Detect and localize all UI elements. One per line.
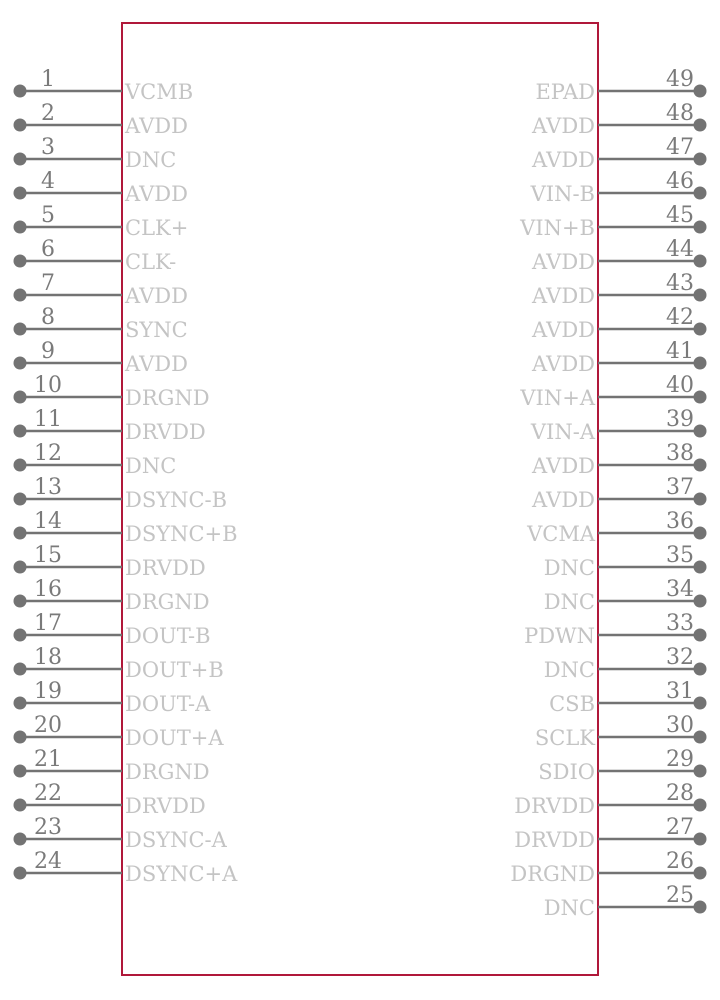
pin-name: DRGND bbox=[125, 386, 210, 410]
pin-terminal bbox=[14, 697, 27, 710]
pin-number: 47 bbox=[666, 135, 694, 160]
pin-number: 46 bbox=[666, 169, 694, 194]
pin-name: AVDD bbox=[532, 454, 595, 478]
pin-terminal bbox=[694, 391, 707, 404]
pin-terminal bbox=[694, 697, 707, 710]
pin-terminal bbox=[694, 357, 707, 370]
pin-number: 1 bbox=[41, 67, 55, 92]
pin-name: DNC bbox=[543, 556, 595, 580]
pin-name: CSB bbox=[549, 692, 595, 716]
pin-number: 42 bbox=[666, 305, 694, 330]
pin-terminal bbox=[694, 119, 707, 132]
pin-terminal bbox=[694, 765, 707, 778]
pin-name: DRGND bbox=[125, 760, 210, 784]
pin-name: EPAD bbox=[535, 80, 595, 104]
pin-number: 16 bbox=[34, 577, 62, 602]
pin-number: 5 bbox=[41, 203, 55, 228]
pin-number: 31 bbox=[666, 679, 694, 704]
pin-terminal bbox=[694, 561, 707, 574]
pin-name: DRVDD bbox=[514, 794, 595, 818]
pin-number: 34 bbox=[666, 577, 694, 602]
pin-terminal bbox=[694, 459, 707, 472]
pin-name: VIN-A bbox=[530, 420, 595, 444]
pin-name: DRVDD bbox=[125, 556, 206, 580]
pin-number: 45 bbox=[666, 203, 694, 228]
pin-name: VIN-B bbox=[530, 182, 595, 206]
pin-terminal bbox=[694, 153, 707, 166]
pin-name: AVDD bbox=[125, 284, 188, 308]
pin-number: 35 bbox=[666, 543, 694, 568]
pin-name: CLK- bbox=[125, 250, 177, 274]
pin-name: PDWN bbox=[524, 624, 595, 648]
pin-terminal bbox=[14, 289, 27, 302]
pin-terminal bbox=[14, 799, 27, 812]
pin-number: 27 bbox=[666, 815, 694, 840]
pin-number: 11 bbox=[34, 407, 62, 432]
pin-number: 43 bbox=[666, 271, 694, 296]
pin-name: DSYNC+B bbox=[125, 522, 238, 546]
pin-terminal bbox=[694, 833, 707, 846]
pin-terminal bbox=[14, 221, 27, 234]
pin-number: 4 bbox=[41, 169, 55, 194]
pin-number: 13 bbox=[34, 475, 62, 500]
pin-terminal bbox=[14, 357, 27, 370]
pin-number: 14 bbox=[34, 509, 62, 534]
pin-name: DNC bbox=[543, 658, 595, 682]
pin-name: DOUT+A bbox=[125, 726, 224, 750]
pin-number: 40 bbox=[666, 373, 694, 398]
pin-name: DOUT-A bbox=[125, 692, 211, 716]
pin-number: 48 bbox=[666, 101, 694, 126]
pin-number: 30 bbox=[666, 713, 694, 738]
pin-terminal bbox=[694, 187, 707, 200]
pin-terminal bbox=[14, 391, 27, 404]
pin-name: AVDD bbox=[532, 352, 595, 376]
pin-number: 2 bbox=[41, 101, 55, 126]
pin-name: DRGND bbox=[125, 590, 210, 614]
pin-name: DOUT+B bbox=[125, 658, 224, 682]
pin-terminal bbox=[694, 493, 707, 506]
pin-name: SDIO bbox=[538, 760, 595, 784]
pin-name: AVDD bbox=[532, 318, 595, 342]
pin-terminal bbox=[694, 901, 707, 914]
pin-terminal bbox=[694, 425, 707, 438]
pin-name: DNC bbox=[125, 148, 177, 172]
pin-terminal bbox=[14, 867, 27, 880]
pin-terminal bbox=[14, 765, 27, 778]
pin-number: 6 bbox=[41, 237, 55, 262]
pin-name: DNC bbox=[543, 896, 595, 920]
pin-name: DSYNC-B bbox=[125, 488, 228, 512]
pin-terminal bbox=[694, 527, 707, 540]
pin-number: 12 bbox=[34, 441, 62, 466]
pin-name: VCMA bbox=[527, 522, 595, 546]
pin-number: 49 bbox=[666, 67, 694, 92]
pin-terminal bbox=[14, 85, 27, 98]
pin-terminal bbox=[694, 221, 707, 234]
pin-terminal bbox=[694, 255, 707, 268]
pin-terminal bbox=[694, 85, 707, 98]
pin-terminal bbox=[694, 323, 707, 336]
pin-name: DNC bbox=[543, 590, 595, 614]
pin-terminal bbox=[694, 629, 707, 642]
pin-name: AVDD bbox=[125, 114, 188, 138]
pin-number: 8 bbox=[41, 305, 55, 330]
pin-name: DRVDD bbox=[125, 420, 206, 444]
pin-terminal bbox=[14, 833, 27, 846]
pin-name: AVDD bbox=[532, 114, 595, 138]
pin-terminal bbox=[14, 527, 27, 540]
pin-terminal bbox=[14, 323, 27, 336]
pin-terminal bbox=[694, 867, 707, 880]
pin-terminal bbox=[694, 663, 707, 676]
pin-name: DNC bbox=[125, 454, 177, 478]
pin-number: 20 bbox=[34, 713, 62, 738]
pin-terminal bbox=[14, 493, 27, 506]
pin-terminal bbox=[14, 459, 27, 472]
pin-number: 15 bbox=[34, 543, 62, 568]
pin-number: 19 bbox=[34, 679, 62, 704]
pin-name: AVDD bbox=[125, 182, 188, 206]
pin-number: 3 bbox=[41, 135, 55, 160]
pin-name: DSYNC+A bbox=[125, 862, 238, 886]
pin-number: 36 bbox=[666, 509, 694, 534]
pin-number: 7 bbox=[41, 271, 55, 296]
pin-number: 18 bbox=[34, 645, 62, 670]
pin-terminal bbox=[14, 425, 27, 438]
pin-terminal bbox=[694, 289, 707, 302]
pin-number: 28 bbox=[666, 781, 694, 806]
pin-name: AVDD bbox=[125, 352, 188, 376]
pin-terminal bbox=[14, 153, 27, 166]
pin-terminal bbox=[694, 595, 707, 608]
pin-terminal bbox=[14, 561, 27, 574]
pin-number: 37 bbox=[666, 475, 694, 500]
pin-number: 23 bbox=[34, 815, 62, 840]
pin-terminal bbox=[14, 731, 27, 744]
pin-number: 9 bbox=[41, 339, 55, 364]
pin-name: DRGND bbox=[510, 862, 595, 886]
pin-name: DSYNC-A bbox=[125, 828, 227, 852]
pin-name: SCLK bbox=[534, 726, 595, 750]
pin-number: 17 bbox=[34, 611, 62, 636]
pin-terminal bbox=[14, 187, 27, 200]
pin-name: DRVDD bbox=[514, 828, 595, 852]
pin-name: DOUT-B bbox=[125, 624, 211, 648]
pin-number: 39 bbox=[666, 407, 694, 432]
pin-terminal bbox=[694, 731, 707, 744]
pin-name: VCMB bbox=[125, 80, 194, 104]
pin-number: 22 bbox=[34, 781, 62, 806]
pin-number: 25 bbox=[666, 883, 694, 908]
pin-number: 44 bbox=[666, 237, 694, 262]
pin-number: 10 bbox=[34, 373, 62, 398]
pin-name: AVDD bbox=[532, 148, 595, 172]
pin-name: CLK+ bbox=[125, 216, 189, 240]
pin-number: 41 bbox=[666, 339, 694, 364]
pin-name: SYNC bbox=[125, 318, 188, 342]
pin-name: AVDD bbox=[532, 284, 595, 308]
pin-terminal bbox=[14, 255, 27, 268]
pin-terminal bbox=[14, 595, 27, 608]
pin-name: VIN+A bbox=[520, 386, 595, 410]
pin-number: 29 bbox=[666, 747, 694, 772]
pin-number: 21 bbox=[34, 747, 62, 772]
pin-number: 32 bbox=[666, 645, 694, 670]
pin-number: 24 bbox=[34, 849, 62, 874]
pin-terminal bbox=[14, 119, 27, 132]
pin-number: 38 bbox=[666, 441, 694, 466]
pin-terminal bbox=[694, 799, 707, 812]
pin-number: 26 bbox=[666, 849, 694, 874]
pin-terminal bbox=[14, 629, 27, 642]
pin-name: DRVDD bbox=[125, 794, 206, 818]
pin-name: AVDD bbox=[532, 250, 595, 274]
pin-number: 33 bbox=[666, 611, 694, 636]
pin-name: AVDD bbox=[532, 488, 595, 512]
pin-terminal bbox=[14, 663, 27, 676]
pin-name: VIN+B bbox=[520, 216, 595, 240]
